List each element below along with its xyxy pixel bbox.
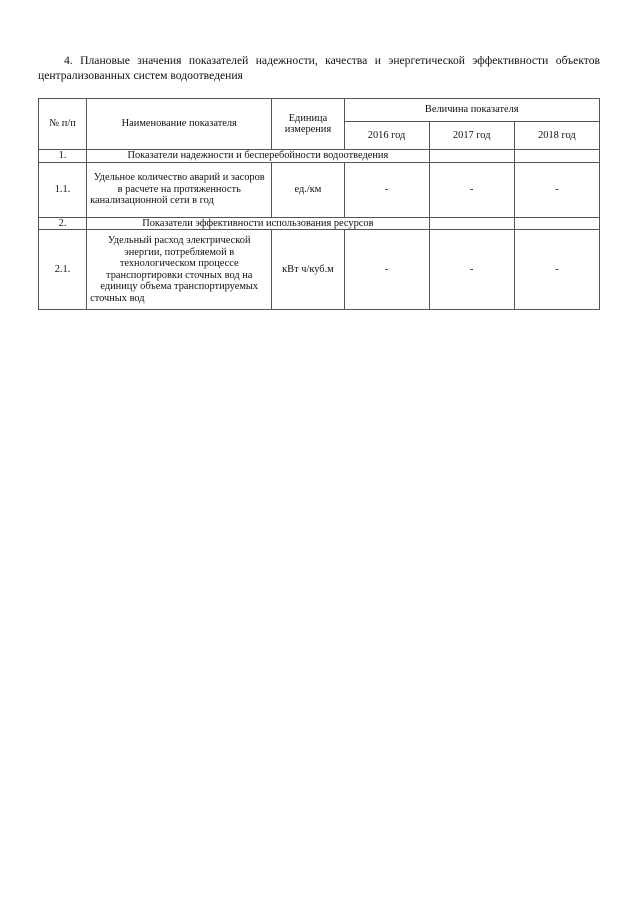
section-num: 2. bbox=[39, 217, 87, 230]
row-unit: кВт ч/куб.м bbox=[272, 230, 344, 310]
row-name: Удельный расход электрической энергии, потребляемой в технологическом процессе транспортировки сточных вод на единицу объема транспортируемых сточных вод bbox=[87, 230, 272, 310]
empty-cell bbox=[514, 217, 599, 230]
table-row bbox=[39, 230, 600, 310]
table-row bbox=[39, 162, 600, 217]
row-num: 2.1. bbox=[39, 230, 87, 310]
section-heading bbox=[38, 53, 600, 83]
row-unit: ед./км bbox=[272, 162, 344, 217]
row-num: 1.1. bbox=[39, 162, 87, 217]
empty-cell bbox=[514, 150, 599, 163]
section-title: Показатели эффективности использования ресурсов bbox=[87, 217, 430, 230]
section-row bbox=[39, 217, 600, 230]
row-value-2016: - bbox=[344, 162, 429, 217]
header-num: № п/п bbox=[39, 99, 87, 150]
empty-cell bbox=[429, 217, 514, 230]
section-title: Показатели надежности и бесперебойности водоотведения bbox=[87, 150, 430, 163]
section-num: 1. bbox=[39, 150, 87, 163]
section-heading-text: 4. Плановые значения показателей надежности, качества и энергетической эффективности объектов централизованных систем водоотведения bbox=[38, 54, 600, 82]
header-year-2016: 2016 год bbox=[344, 122, 429, 150]
section-row bbox=[39, 150, 600, 163]
row-value-2016: - bbox=[344, 230, 429, 310]
indicators-table bbox=[38, 98, 600, 310]
header-unit: Единица измерения bbox=[272, 99, 344, 150]
header-name: Наименование показателя bbox=[87, 99, 272, 150]
row-value-2017: - bbox=[429, 230, 514, 310]
row-value-2018: - bbox=[514, 230, 599, 310]
header-value-group: Величина показателя bbox=[344, 99, 600, 122]
row-value-2018: - bbox=[514, 162, 599, 217]
header-year-2018: 2018 год bbox=[514, 122, 599, 150]
row-value-2017: - bbox=[429, 162, 514, 217]
empty-cell bbox=[429, 150, 514, 163]
header-year-2017: 2017 год bbox=[429, 122, 514, 150]
table-header-row bbox=[39, 99, 600, 122]
row-name: Удельное количество аварий и засоров в расчете на протяженность канализационной сети в год bbox=[87, 162, 272, 217]
